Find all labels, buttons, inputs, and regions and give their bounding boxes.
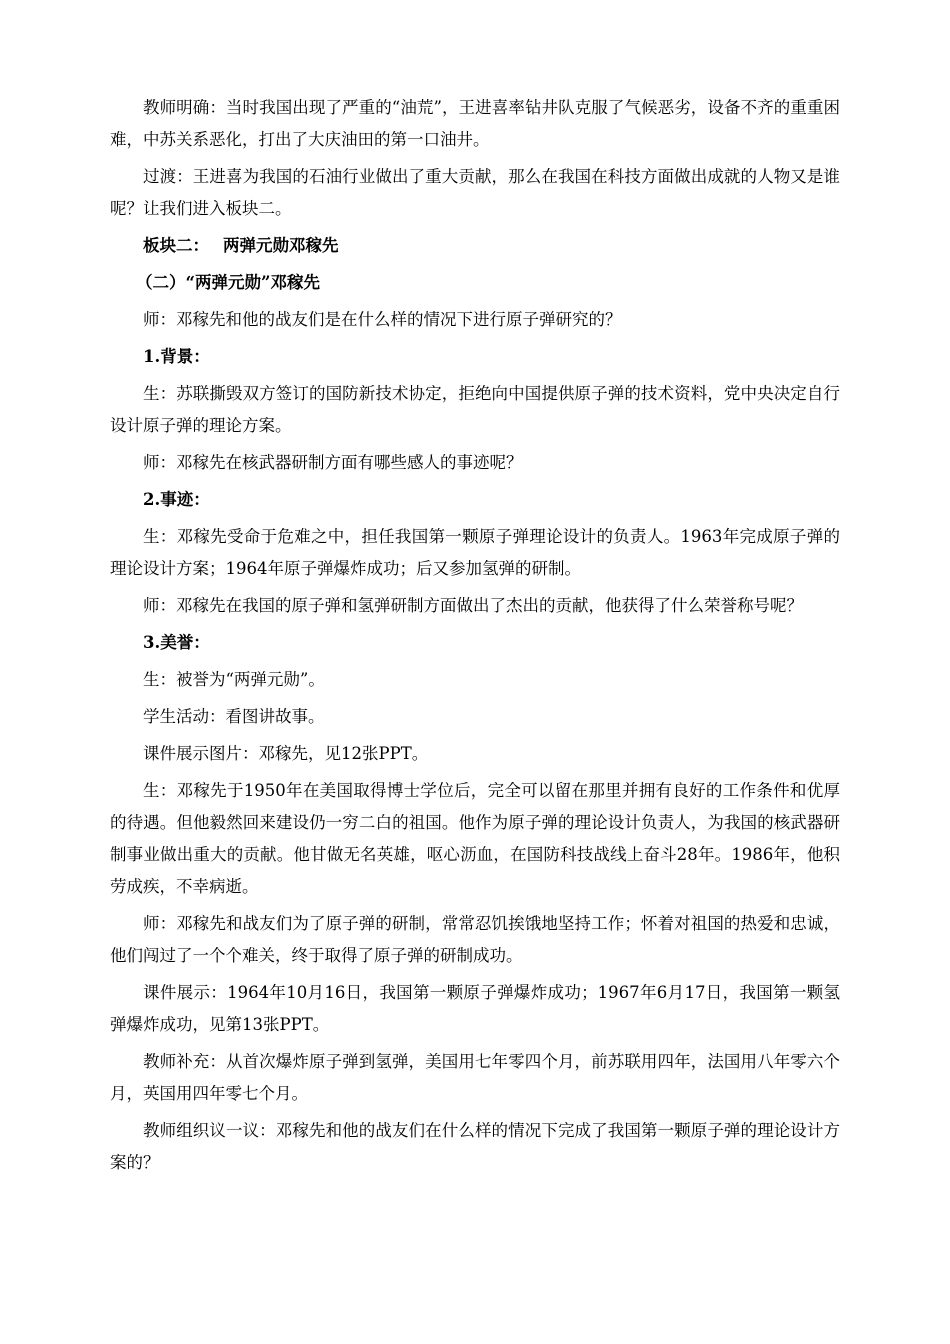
paragraph-teacher-supplement: 教师补充：从首次爆炸原子弹到氢弹，美国用七年零四个月，前苏联用四年，法国用八年零六个月，英国用四年零七个月。: [110, 1052, 840, 1103]
paragraph-question-3: 师：邓稼先在我国的原子弹和氢弹研制方面做出了杰出的贡献，他获得了什么荣誉称号呢？: [143, 596, 803, 615]
document-page: [110, 92, 840, 1184]
paragraph-student-activity: 学生活动：看图讲故事。: [143, 707, 325, 726]
paragraph-question-1: 师：邓稼先和他的战友们是在什么样的情况下进行原子弹研究的？: [143, 310, 622, 329]
paragraph-answer-1: 生：苏联撕毁双方签订的国防新技术协定，拒绝向中国提供原子弹的技术资料，党中央决定自行设计原子弹的理论方案。: [110, 384, 840, 435]
paragraph-question-2: 师：邓稼先在核武器研制方面有哪些感人的事迹呢？: [143, 453, 523, 472]
heading-honor: 3.美誉：: [143, 633, 210, 652]
heading-deeds: 2.事迹：: [143, 490, 210, 509]
section-label: 板块二：: [143, 236, 209, 255]
section-title: 两弹元勋邓稼先: [223, 236, 339, 255]
paragraph-answer-3: 生：被誉为“两弹元勋”。: [143, 670, 325, 689]
paragraph-teacher-summary: 师：邓稼先和战友们为了原子弹的研制，常常忍饥挨饿地坚持工作；怀着对祖国的热爱和忠诚，他们闯过了一个个难关，终于取得了原子弹的研制成功。: [110, 914, 840, 965]
paragraph-student-story: 生：邓稼先于1950年在美国取得博士学位后，完全可以留在那里并拥有良好的工作条件和优厚的待遇。但他毅然回来建设仍一穷二白的祖国。他作为原子弹的理论设计负责人，为我国的核武器研制事业做出重大的贡献。他甘做无名英雄，呕心沥血，在国防科技战线上奋斗28年。1986年，他积劳成疾，不幸病逝。: [110, 781, 840, 896]
subsection-heading: （二）“两弹元勋”邓稼先: [136, 273, 320, 292]
paragraph-courseware-dates: 课件展示：1964年10月16日，我国第一颗原子弹爆炸成功；1967年6月17日，我国第一颗氢弹爆炸成功，见第13张PPT。: [110, 983, 840, 1034]
heading-background: 1.背景：: [143, 347, 210, 366]
paragraph-answer-2: 生：邓稼先受命于危难之中，担任我国第一颗原子弹理论设计的负责人。1963年完成原子弹的理论设计方案；1964年原子弹爆炸成功；后又参加氢弹的研制。: [110, 527, 840, 578]
paragraph-discussion: 教师组织议一议：邓稼先和他的战友们在什么样的情况下完成了我国第一颗原子弹的理论设计方案的？: [110, 1121, 840, 1172]
paragraph-courseware-image: 课件展示图片：邓稼先，见12张PPT。: [143, 744, 429, 763]
section-heading-2: [110, 230, 840, 262]
paragraph-transition: 过渡：王进喜为我国的石油行业做出了重大贡献，那么在我国在科技方面做出成就的人物又是谁呢？让我们进入板块二。: [110, 167, 840, 218]
paragraph-teacher-clarify: 教师明确：当时我国出现了严重的“油荒”，王进喜率钻井队克服了气候恶劣，设备不齐的重重困难，中苏关系恶化，打出了大庆油田的第一口油井。: [110, 98, 840, 149]
